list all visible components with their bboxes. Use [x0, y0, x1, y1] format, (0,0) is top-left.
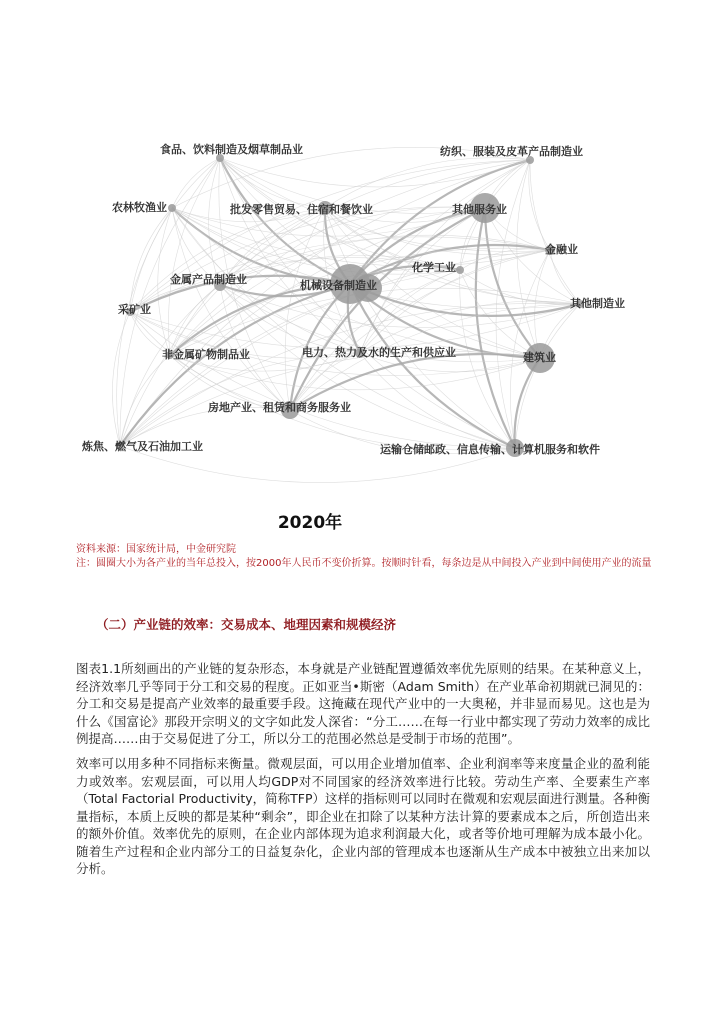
network-node-label: 食品、饮料制造及烟草制品业	[160, 143, 303, 156]
network-edge	[117, 208, 172, 446]
network-edge	[529, 160, 550, 250]
network-node-label: 其他制造业	[570, 297, 625, 310]
industry-network-diagram	[60, 100, 660, 490]
source-note: 注：圆圈大小为各产业的当年总投入，按2000年人民币不变价折算。按顺时针看，每条边是从中间投入产业到中间使用产业的流量	[76, 558, 652, 569]
network-node-label: 批发零售贸易、住宿和餐饮业	[230, 203, 373, 216]
network-edge	[112, 312, 130, 446]
network-node-label: 化学工业	[412, 261, 456, 274]
network-node-label: 农林牧渔业	[112, 201, 167, 214]
network-node-label: 运输仓储邮政、信息传输、计算机服务和软件	[380, 443, 600, 456]
network-node-label: 炼焦、燃气及石油加工业	[82, 440, 203, 453]
network-node-label: 采矿业	[118, 303, 151, 316]
network-node	[456, 266, 464, 274]
body-paragraph-2: 效率可以用多种不同指标来衡量。微观层面，可以用企业增加值率、企业利润率等来度量企业的盈利能力或效率。宏观层面，可以用人均GDP对不同国家的经济效率进行比较。劳动生产率、全要素生产率（Total Factorial Productivity，简称TFP）这样的指标则可以同时在微观和宏观层面进行测量。各种衡量指标，本质上反映的都是某种“剩余”，即企业在扣除了以某种方法计算的要素成本之后，所创造出来的额外价值。效率优先的原则，在企业内部体现为追求利润最大化，或者等价地可理解为成本最小化。随着生产过程和企业内部分工的日益复杂化，企业内部的管理成本也逐渐从生产成本中被独立出来加以分析。	[76, 756, 650, 876]
network-edge	[209, 158, 220, 285]
network-edge	[530, 160, 580, 304]
network-node-label: 非金属矿物制品业	[162, 348, 250, 361]
figure-source	[76, 543, 658, 571]
network-node-label: 金属产品制造业	[170, 273, 247, 286]
body-paragraph-1: 图表1.1所刻画出的产业链的复杂形态，本身就是产业链配置遵循效率优先原则的结果。在某种意义上，经济效率几乎等同于分工和交易的程度。正如亚当•斯密（Adam Smith）在产业革命初期就已洞见的：分工和交易是提高产业效率的最重要手段。这掩藏在现代产业中的一大奥秘，并非显而易见。这也是为什么《国富论》那段开宗明义的文字如此发人深省：“分工……在每一行业中都实现了劳动力效率的成比例提高……由于交易促进了分工，所以分工的范围必然总是受制于市场的范围”。	[76, 661, 650, 746]
network-edge	[350, 284, 515, 448]
network-node	[168, 204, 176, 212]
source-line: 资料来源：国家统计局，中金研究院	[76, 544, 236, 555]
network-edge	[130, 312, 515, 448]
network-edge	[220, 158, 540, 358]
network-edges	[112, 147, 580, 482]
network-node-label: 机械设备制造业	[300, 279, 377, 292]
network-node-label: 电力、热力及水的生产和供应业	[302, 346, 456, 359]
network-edge	[290, 208, 485, 410]
network-node-label: 建筑业	[523, 351, 556, 364]
network-edge	[535, 250, 550, 358]
section-heading: （二）产业链的效率：交易成本、地理因素和规模经济	[96, 617, 397, 632]
network-edge	[517, 160, 540, 358]
network-node-label: 纺织、服装及皮革产品制造业	[440, 145, 583, 158]
network-node-label: 房地产业、租赁和商务服务业	[208, 401, 351, 414]
network-node-label: 金融业	[545, 243, 578, 256]
network-edge	[515, 304, 580, 448]
figure-year: 2020年	[277, 513, 343, 533]
network-node-label: 其他服务业	[452, 203, 507, 216]
